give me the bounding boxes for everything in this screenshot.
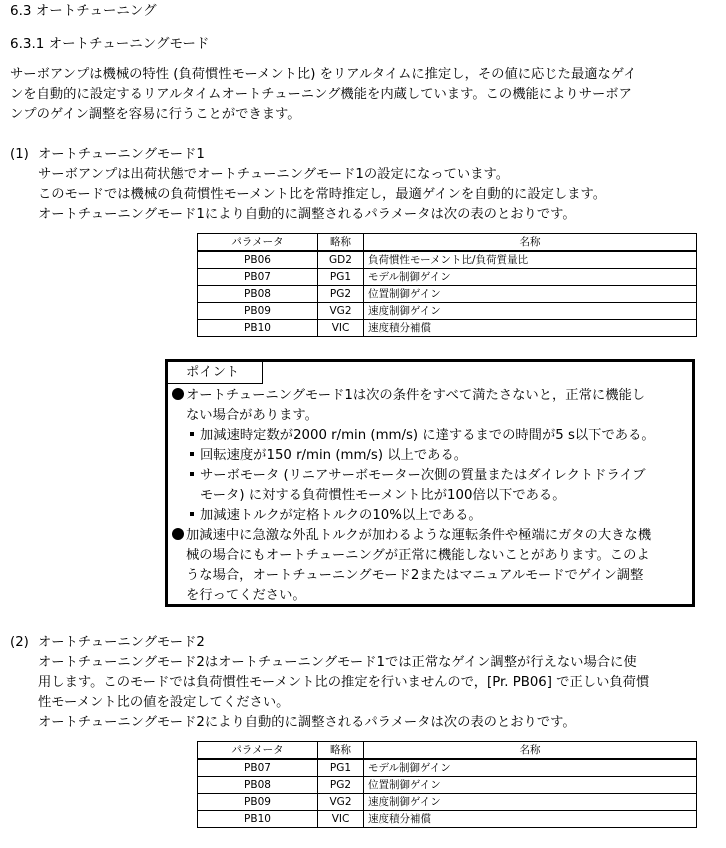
table-row [198, 286, 697, 303]
point-condition-continued: モータ) に対する負荷慣性モーメント比が100倍以下である。 [200, 488, 566, 503]
cell-abbrev: VG2 [318, 794, 364, 811]
mode1-line: サーボアンプは出荷状態でオートチューニングモード1の設定になっています。 [38, 167, 510, 182]
cell-name: 位置制御ゲイン [364, 777, 697, 794]
cell-name: 速度制御ゲイン [364, 303, 697, 320]
point-bullet-2-line: を行ってください。 [186, 588, 306, 603]
table-row [198, 303, 697, 320]
point-bullet-1 [172, 386, 645, 406]
cell-parameter: PB06 [198, 251, 318, 269]
condition-text: 加減速時定数が2000 r/min (mm/s) に達するまでの時間が5 s以下である。 [200, 428, 655, 443]
table-header-row [198, 742, 697, 760]
bullet-square-icon [190, 472, 194, 476]
header-parameter: パラメータ [198, 234, 318, 252]
cell-parameter: PB10 [198, 811, 318, 828]
mode1-title: オートチューニングモード1 [38, 147, 205, 162]
mode1-parameter-table [197, 233, 697, 337]
cell-name: 位置制御ゲイン [364, 286, 697, 303]
table-row [198, 794, 697, 811]
cell-name: 速度積分補償 [364, 811, 697, 828]
cell-parameter: PB07 [198, 759, 318, 777]
table-header-row [198, 234, 697, 252]
header-parameter: パラメータ [198, 742, 318, 760]
mode1-number: (1) [10, 147, 29, 162]
cell-parameter: PB08 [198, 777, 318, 794]
header-abbrev: 略称 [318, 742, 364, 760]
cell-name: 速度制御ゲイン [364, 794, 697, 811]
section-heading: 6.3 オートチューニング [10, 3, 157, 19]
cell-abbrev: PG1 [318, 759, 364, 777]
intro-line: ンを自動的に設定するリアルタイムオートチューニング機能を内蔵しています。この機能によりサーボア [10, 87, 632, 102]
table-row [198, 777, 697, 794]
mode1-line: このモードでは機械の負荷慣性モーメント比を常時推定し，最適ゲインを自動的に設定します。 [38, 187, 607, 202]
table-row [198, 251, 697, 269]
table-row [198, 269, 697, 286]
condition-text: 加減速トルクが定格トルクの10%以上である。 [200, 508, 482, 523]
cell-name: 速度積分補償 [364, 320, 697, 337]
header-name: 名称 [364, 234, 697, 252]
cell-parameter: PB08 [198, 286, 318, 303]
point-bullet-2 [172, 526, 651, 546]
cell-abbrev: VIC [318, 320, 364, 337]
cell-abbrev: GD2 [318, 251, 364, 269]
mode2-line: オートチューニングモード2はオートチューニングモード1では正常なゲイン調整が行えない場合に使 [38, 655, 637, 670]
mode2-title: オートチューニングモード2 [38, 635, 205, 650]
condition-text: 回転速度が150 r/min (mm/s) 以上である。 [200, 448, 468, 463]
point-condition [190, 466, 646, 486]
table-row [198, 759, 697, 777]
bullet-square-icon [190, 452, 194, 456]
cell-abbrev: PG1 [318, 269, 364, 286]
intro-line: サーボアンプは機械の特性 (負荷慣性モーメント比) をリアルタイムに推定し，その値に応じた最適なゲイ [10, 67, 637, 82]
mode2-parameter-table [197, 741, 697, 828]
cell-abbrev: VIC [318, 811, 364, 828]
point-bullet-1-line: ない場合があります。 [186, 408, 318, 423]
cell-abbrev: VG2 [318, 303, 364, 320]
point-condition [190, 506, 482, 526]
bullet-square-icon [190, 432, 194, 436]
cell-abbrev: PG2 [318, 286, 364, 303]
point-label: ポイント [168, 362, 263, 384]
mode2-line: オートチューニングモード2により自動的に調整されるパラメータは次の表のとおりです。 [38, 715, 576, 730]
cell-name: モデル制御ゲイン [364, 759, 697, 777]
mode2-line: 性モーメント比の値を設定してください。 [38, 695, 290, 710]
point-bullet-2-line: うな場合，オートチューニングモード2またはマニュアルモードでゲイン調整 [186, 568, 644, 583]
header-name: 名称 [364, 742, 697, 760]
cell-name: モデル制御ゲイン [364, 269, 697, 286]
point-bullet-1-line: オートチューニングモード1は次の条件をすべて満たさないと，正常に機能し [186, 388, 646, 403]
point-condition [190, 446, 467, 466]
mode2-line: 用します。このモードでは負荷慣性モーメント比の推定を行いませんので，[Pr. PB06] で正しい負荷慣 [38, 675, 650, 690]
table-row [198, 320, 697, 337]
condition-text: サーボモータ (リニアサーボモーター次側の質量またはダイレクトドライブ [200, 468, 646, 483]
cell-abbrev: PG2 [318, 777, 364, 794]
mode1-line: オートチューニングモード1により自動的に調整されるパラメータは次の表のとおりです。 [38, 207, 576, 222]
point-condition [190, 426, 655, 446]
cell-parameter: PB09 [198, 303, 318, 320]
bullet-square-icon [190, 512, 194, 516]
point-box [165, 359, 695, 607]
bullet-dot-icon [172, 388, 184, 400]
cell-parameter: PB09 [198, 794, 318, 811]
bullet-dot-icon [172, 528, 184, 540]
intro-line: ンプのゲイン調整を容易に行うことができます。 [10, 107, 301, 122]
cell-parameter: PB10 [198, 320, 318, 337]
cell-name: 負荷慣性モーメント比/負荷質量比 [364, 251, 697, 269]
mode2-number: (2) [10, 635, 29, 650]
point-bullet-2-line: 械の場合にもオートチューニングが正常に機能しないことがあります。このよ [186, 548, 650, 563]
header-abbrev: 略称 [318, 234, 364, 252]
point-bullet-2-line: 加減速中に急激な外乱トルクが加わるような運転条件や極端にガタの大きな機 [186, 528, 652, 543]
cell-parameter: PB07 [198, 269, 318, 286]
table-row [198, 811, 697, 828]
subsection-heading: 6.3.1 オートチューニングモード [10, 36, 210, 52]
